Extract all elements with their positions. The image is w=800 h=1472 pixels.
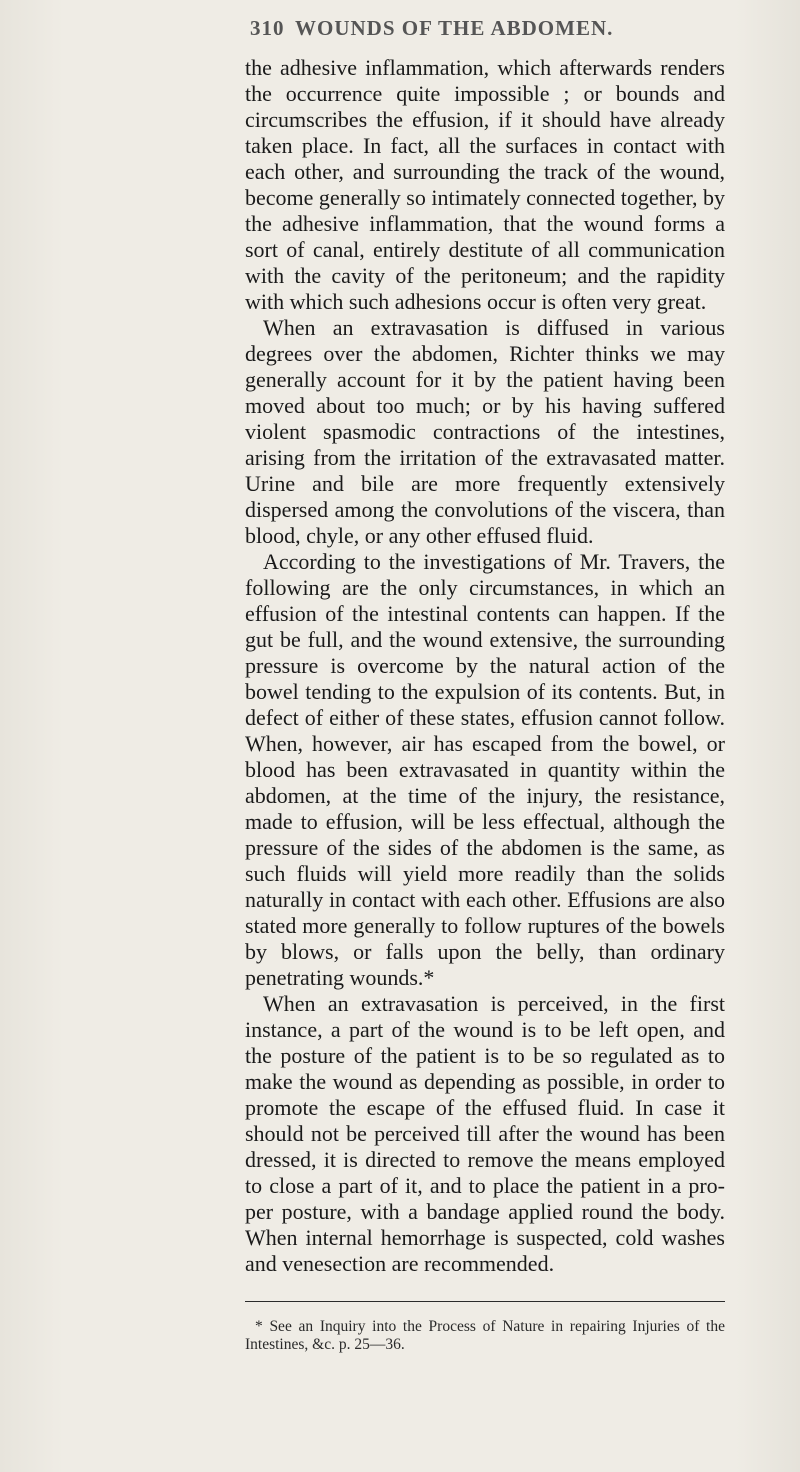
footnote-mark: * (255, 1318, 263, 1335)
running-head (250, 16, 680, 50)
paragraph-treatment: When an extravasation is perceived, in the first instance, a part of the wound is to be left open, and the posture of the patient is to be so regulated as to make the wound as depending as possible, in order to promote the escape of the effused fluid. In case it should not be perceived till after the wound has been dressed, it is directed to remove the means employed to close a part of it, and to place the patient in a proper posture, with a bandage applied round the body. When internal hemorrhage is suspected, cold washes and venesection are recommended. (245, 991, 725, 1276)
footnote-rule (245, 1301, 725, 1302)
footnote-text: See an Inquiry into the Process of Nature in repairing Injuries of the Intestines, &c. p. 25—36. (245, 1318, 725, 1353)
paragraph-travers: According to the investigations of Mr. Travers, the following are the only circumstances, in which an effusion of the intestinal contents can happen. If the gut be full, and the wound extensive, the surrounding pressure is overcome by the natural action of the bowel tending to the expulsion of its contents. But, in defect of either of these states, effusion cannot follow. When, however, air has escaped from the bowel, or blood has been extravasated in quantity within the abdomen, at the time of the injury, the resistance, made to effusion, will be less effectual, although the pressure of the sides of the abdomen is the same, as such fluids will yield more readily than the solids naturally in contact with each other. Effusions are also stated more generally to follow ruptures of the bowels by blows, or falls upon the belly, than ordinary penetrating wounds.* (245, 549, 725, 990)
page-number: 310 (250, 16, 285, 40)
running-title: WOUNDS OF THE ABDOMEN. (295, 16, 614, 40)
paragraph-continued: the adhesive inflammation, which afterwards renders the occurrence quite impossible ; or bounds and circumscribes the effusion, if it should have already taken place. In fact, all the surfaces in contact with each other, and surrounding the track of the wound, become generally so intimately connected together, by the adhesive inflammation, that the wound forms a sort of canal, entirely destitute of all communication with the cavity of the peritoneum; and the rapidity with which such adhesions occur is often very great. (245, 55, 725, 314)
body-text (245, 55, 725, 1277)
footnote (245, 1318, 725, 1354)
paragraph-richter: When an extravasation is diffused in various degrees over the abdomen, Richter thinks we may generally account for it by the patient having been moved about too much; or by his having suffered violent spasmodic contractions of the intestines, arising from the irritation of the extravasated matter. Urine and bile are more frequently extensively dispersed among the convolutions of the viscera, than blood, chyle, or any other effused fluid. (245, 315, 725, 548)
